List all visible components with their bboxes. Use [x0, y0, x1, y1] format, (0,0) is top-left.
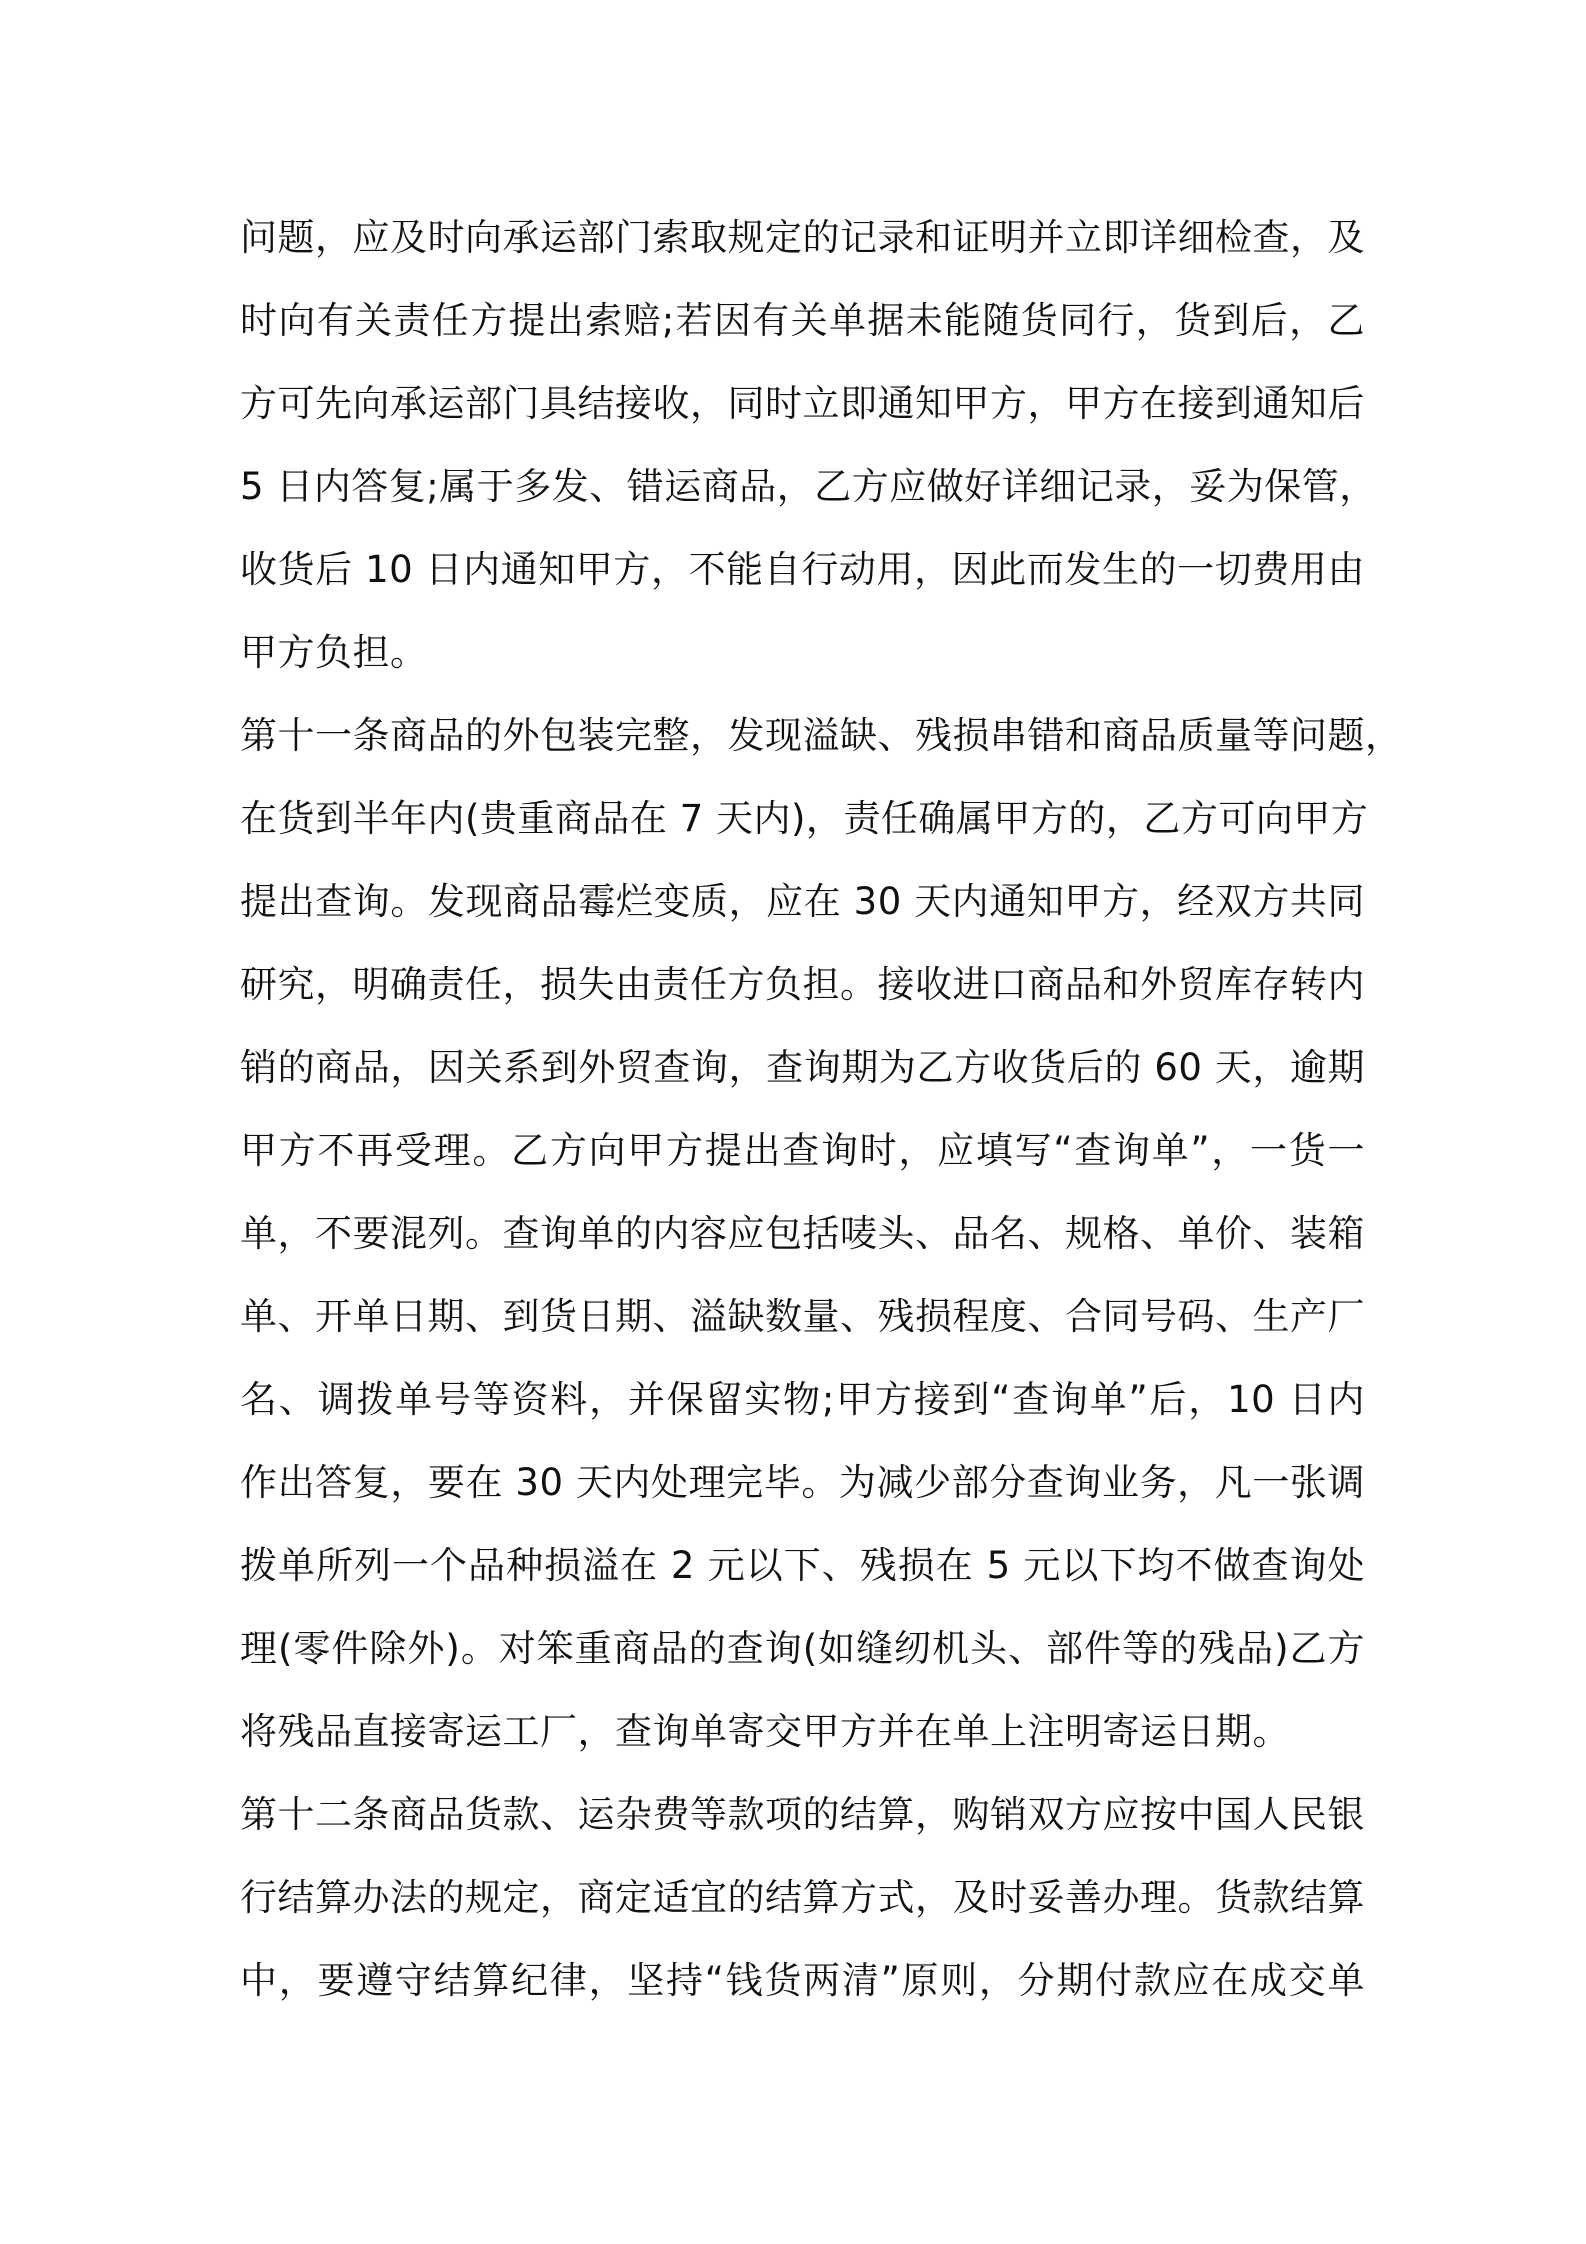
- text-line: 拨单所列一个品种损溢在 2 元以下、残损在 5 元以下均不做查询处: [240, 1544, 1365, 1587]
- text-line: 研究，明确责任，损失由责任方负担。接收进口商品和外贸库存转内: [240, 963, 1365, 1006]
- text-line: 销的商品，因关系到外贸查询，查询期为乙方收货后的 60 天，逾期: [240, 1046, 1365, 1089]
- text-line: 名、调拨单号等资料，并保留实物;甲方接到“查询单”后，10 日内: [240, 1378, 1365, 1421]
- text-line: 方可先向承运部门具结接收，同时立即通知甲方，甲方在接到通知后: [240, 382, 1365, 425]
- text-line: 作出答复，要在 30 天内处理完毕。为减少部分查询业务，凡一张调: [240, 1461, 1365, 1504]
- contract-text: [240, 196, 1403, 2022]
- text-line: 第十一条商品的外包装完整，发现溢缺、残损串错和商品质量等问题，: [240, 714, 1403, 757]
- text-line: 收货后 10 日内通知甲方，不能自行动用，因此而发生的一切费用由: [240, 548, 1365, 591]
- text-line: 中，要遵守结算纪律，坚持“钱货两清”原则，分期付款应在成交单: [240, 1959, 1365, 2002]
- text-line: 问题，应及时向承运部门索取规定的记录和证明并立即详细检查，及: [240, 216, 1365, 259]
- text-line: 单，不要混列。查询单的内容应包括唛头、品名、规格、单价、装箱: [240, 1212, 1365, 1255]
- text-line: 时向有关责任方提出索赔;若因有关单据未能随货同行，货到后，乙: [240, 299, 1365, 342]
- text-line: 提出查询。发现商品霉烂变质，应在 30 天内通知甲方，经双方共同: [240, 880, 1365, 923]
- text-line: 甲方不再受理。乙方向甲方提出查询时，应填写“查询单”，一货一: [240, 1129, 1365, 1172]
- text-line: 单、开单日期、到货日期、溢缺数量、残损程度、合同号码、生产厂: [240, 1295, 1365, 1338]
- text-line: 5 日内答复;属于多发、错运商品，乙方应做好详细记录，妥为保管，: [240, 465, 1377, 508]
- text-line: 在货到半年内(贵重商品在 7 天内)，责任确属甲方的，乙方可向甲方: [240, 797, 1369, 840]
- text-line: 第十二条商品货款、运杂费等款项的结算，购销双方应按中国人民银: [240, 1793, 1365, 1836]
- text-line: 理(零件除外)。对笨重商品的查询(如缝纫机头、部件等的残品)乙方: [240, 1627, 1365, 1670]
- text-line: 甲方负担。: [240, 631, 428, 674]
- text-line: 行结算办法的规定，商定适宜的结算方式，及时妥善办理。货款结算: [240, 1876, 1365, 1919]
- text-line: 将残品直接寄运工厂，查询单寄交甲方并在单上注明寄运日期。: [240, 1710, 1290, 1753]
